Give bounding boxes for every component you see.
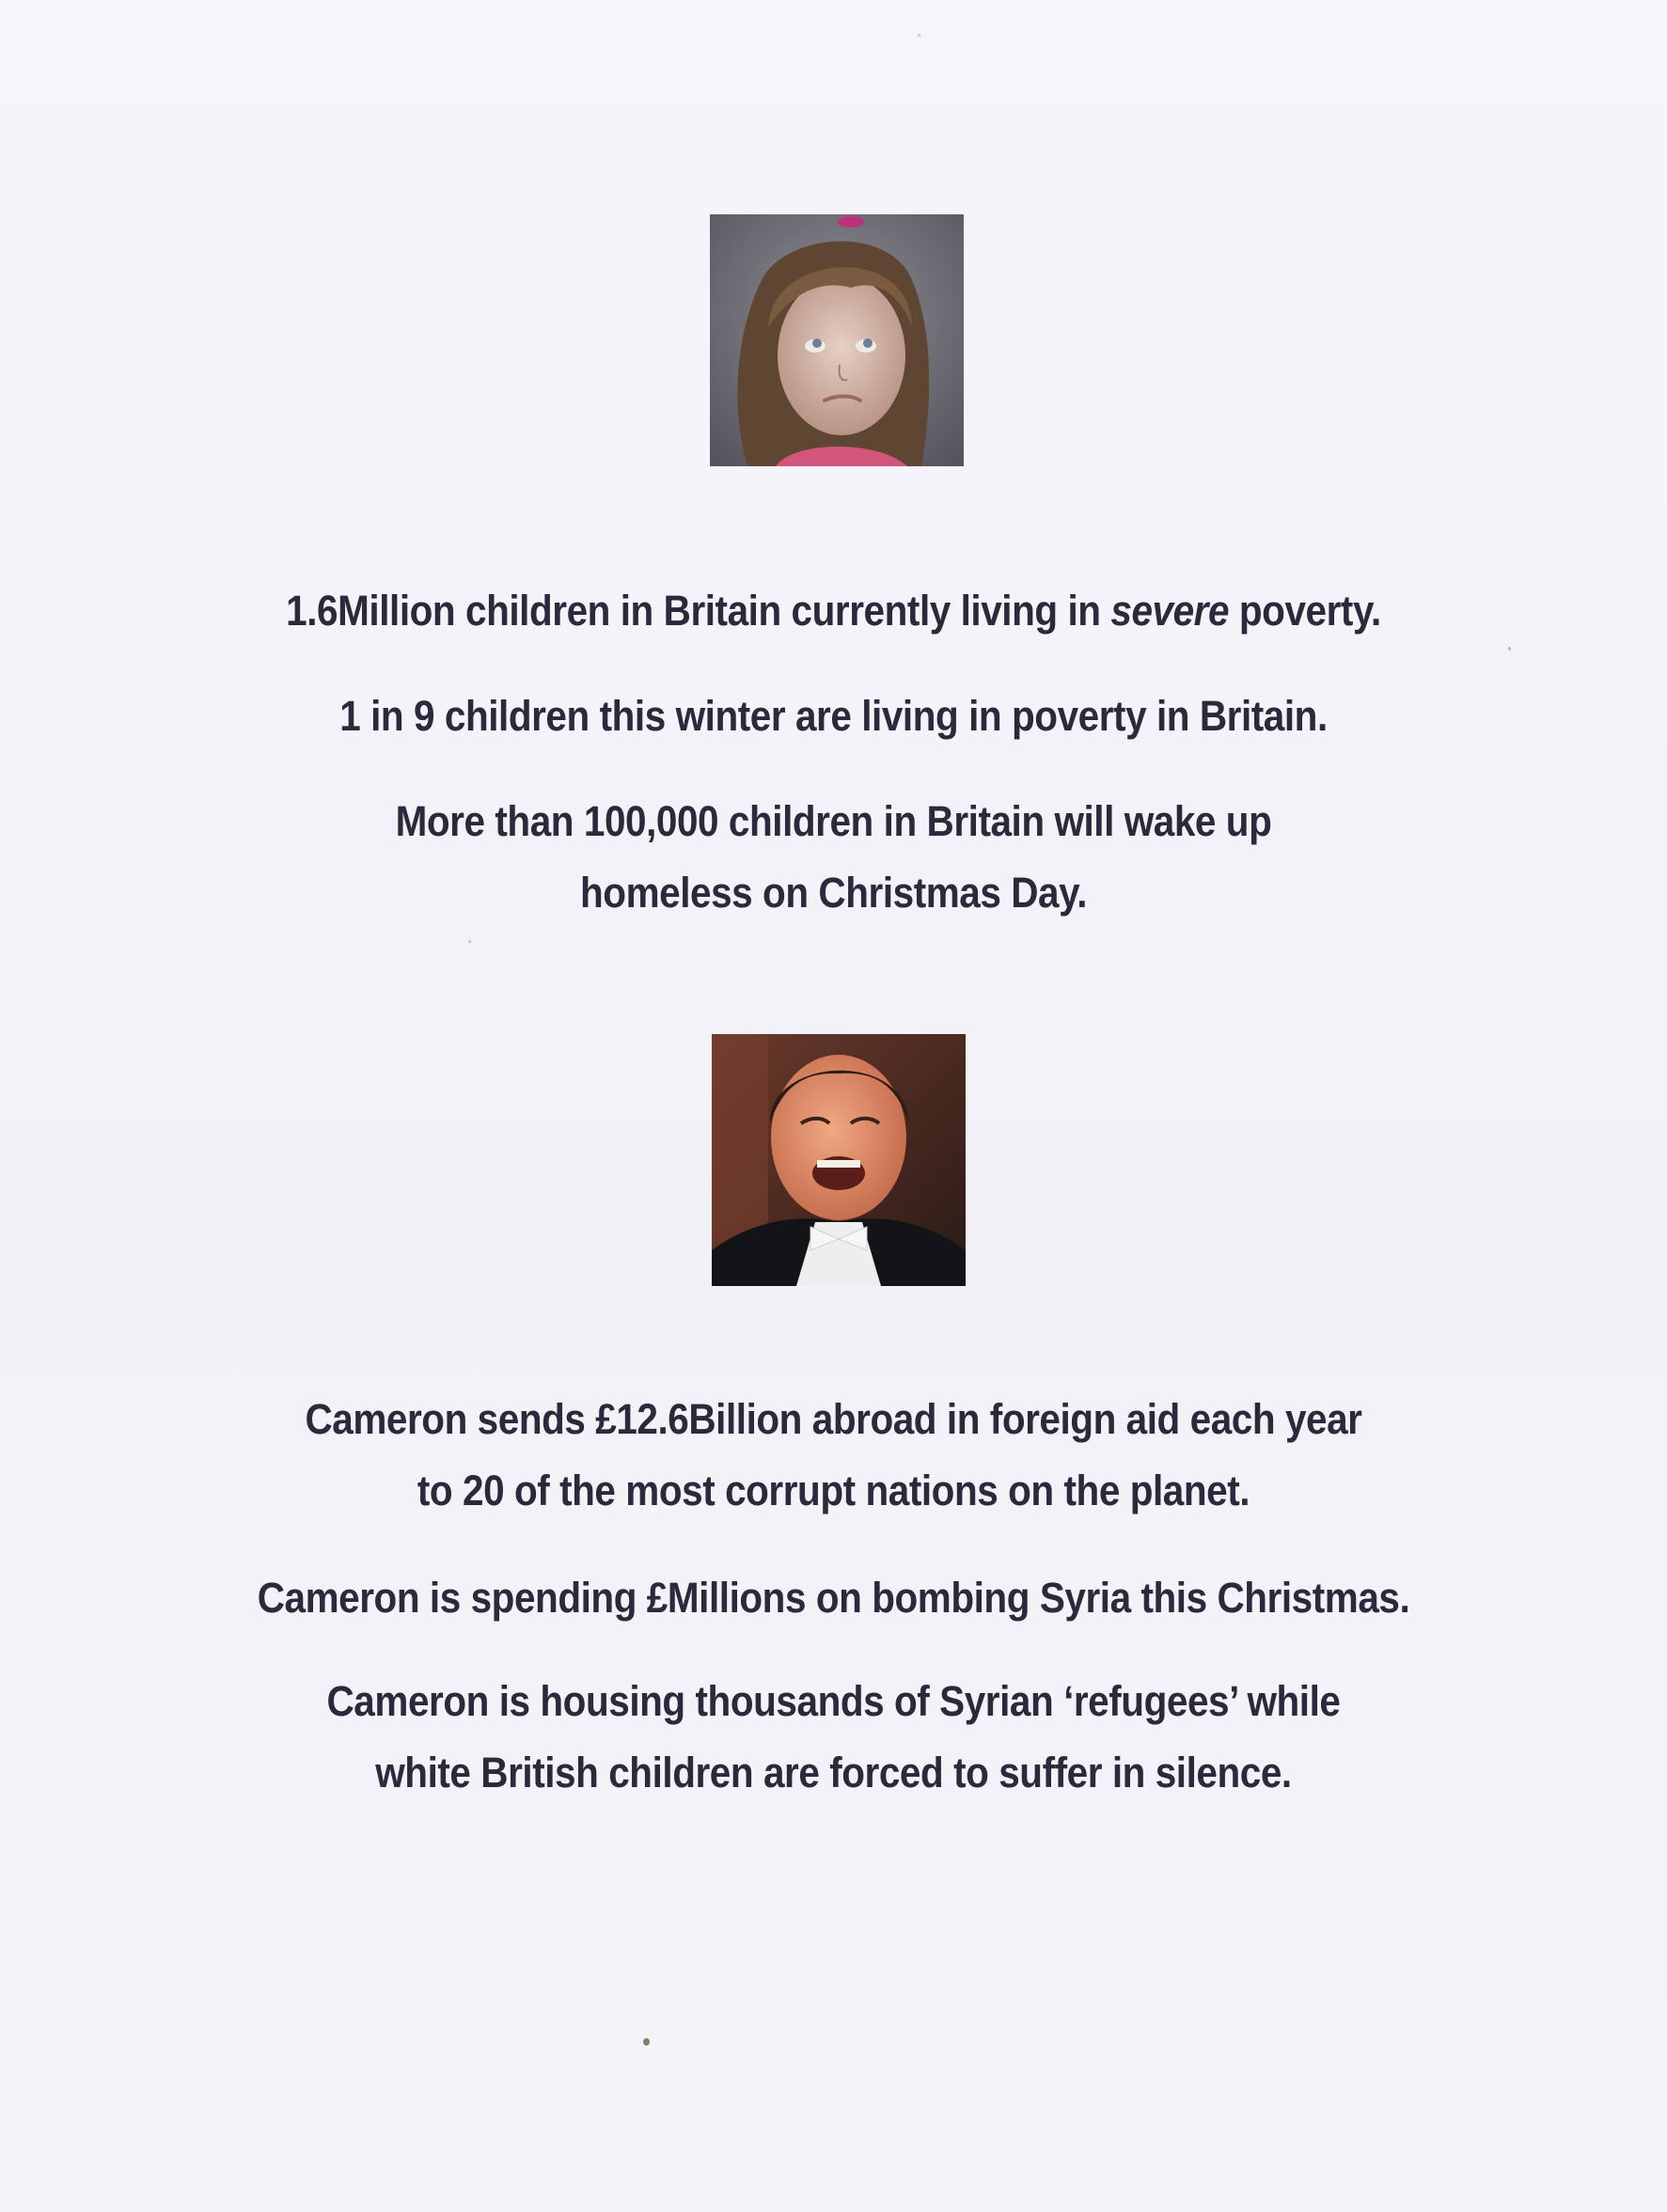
paper-speck — [643, 2038, 650, 2046]
child-photo-image — [710, 214, 964, 466]
statement-severe-poverty-text — [84, 575, 1584, 647]
stat-text-before: children in Britain currently living in — [455, 587, 1111, 635]
claim-foreign-aid-line-2: to 20 of the most corrupt nations on the planet. — [417, 1467, 1250, 1514]
statement-one-in-nine-text: 1 in 9 children this winter are living in poverty in Britain. — [339, 692, 1328, 740]
statement-homeless-line-1: More than 100,000 children in Britain will wake up — [395, 797, 1272, 845]
claim-bombing-syria-text: Cameron is spending £Millions on bombing Syria this Christmas. — [257, 1574, 1410, 1622]
stat-text-after: poverty. — [1229, 587, 1381, 635]
stat-number: 1.6Million — [286, 587, 456, 635]
claim-foreign-aid — [0, 1384, 1667, 1527]
statement-homeless-christmas — [0, 786, 1667, 929]
claim-refugees-line-1: Cameron is housing thousands of Syrian ‘refugees’ while — [326, 1677, 1341, 1725]
statement-homeless-line-2: homeless on Christmas Day. — [580, 869, 1087, 917]
politician-photo — [712, 1034, 966, 1286]
claim-foreign-aid-line-1: Cameron sends £12.6Billion abroad in foreign aid each year — [305, 1395, 1362, 1443]
statement-severe-poverty — [0, 575, 1667, 647]
paper-speck — [468, 940, 471, 943]
child-photo — [710, 214, 964, 466]
claim-bombing-syria — [0, 1562, 1667, 1634]
claim-refugees — [0, 1666, 1667, 1809]
stat-emphasis: severe — [1110, 587, 1230, 635]
claim-refugees-line-2: white British children are forced to suffer in silence. — [375, 1749, 1292, 1796]
paper-speck — [918, 34, 920, 37]
politician-photo-image — [712, 1034, 966, 1286]
statement-one-in-nine — [0, 681, 1667, 752]
paper-speck — [1508, 647, 1511, 651]
